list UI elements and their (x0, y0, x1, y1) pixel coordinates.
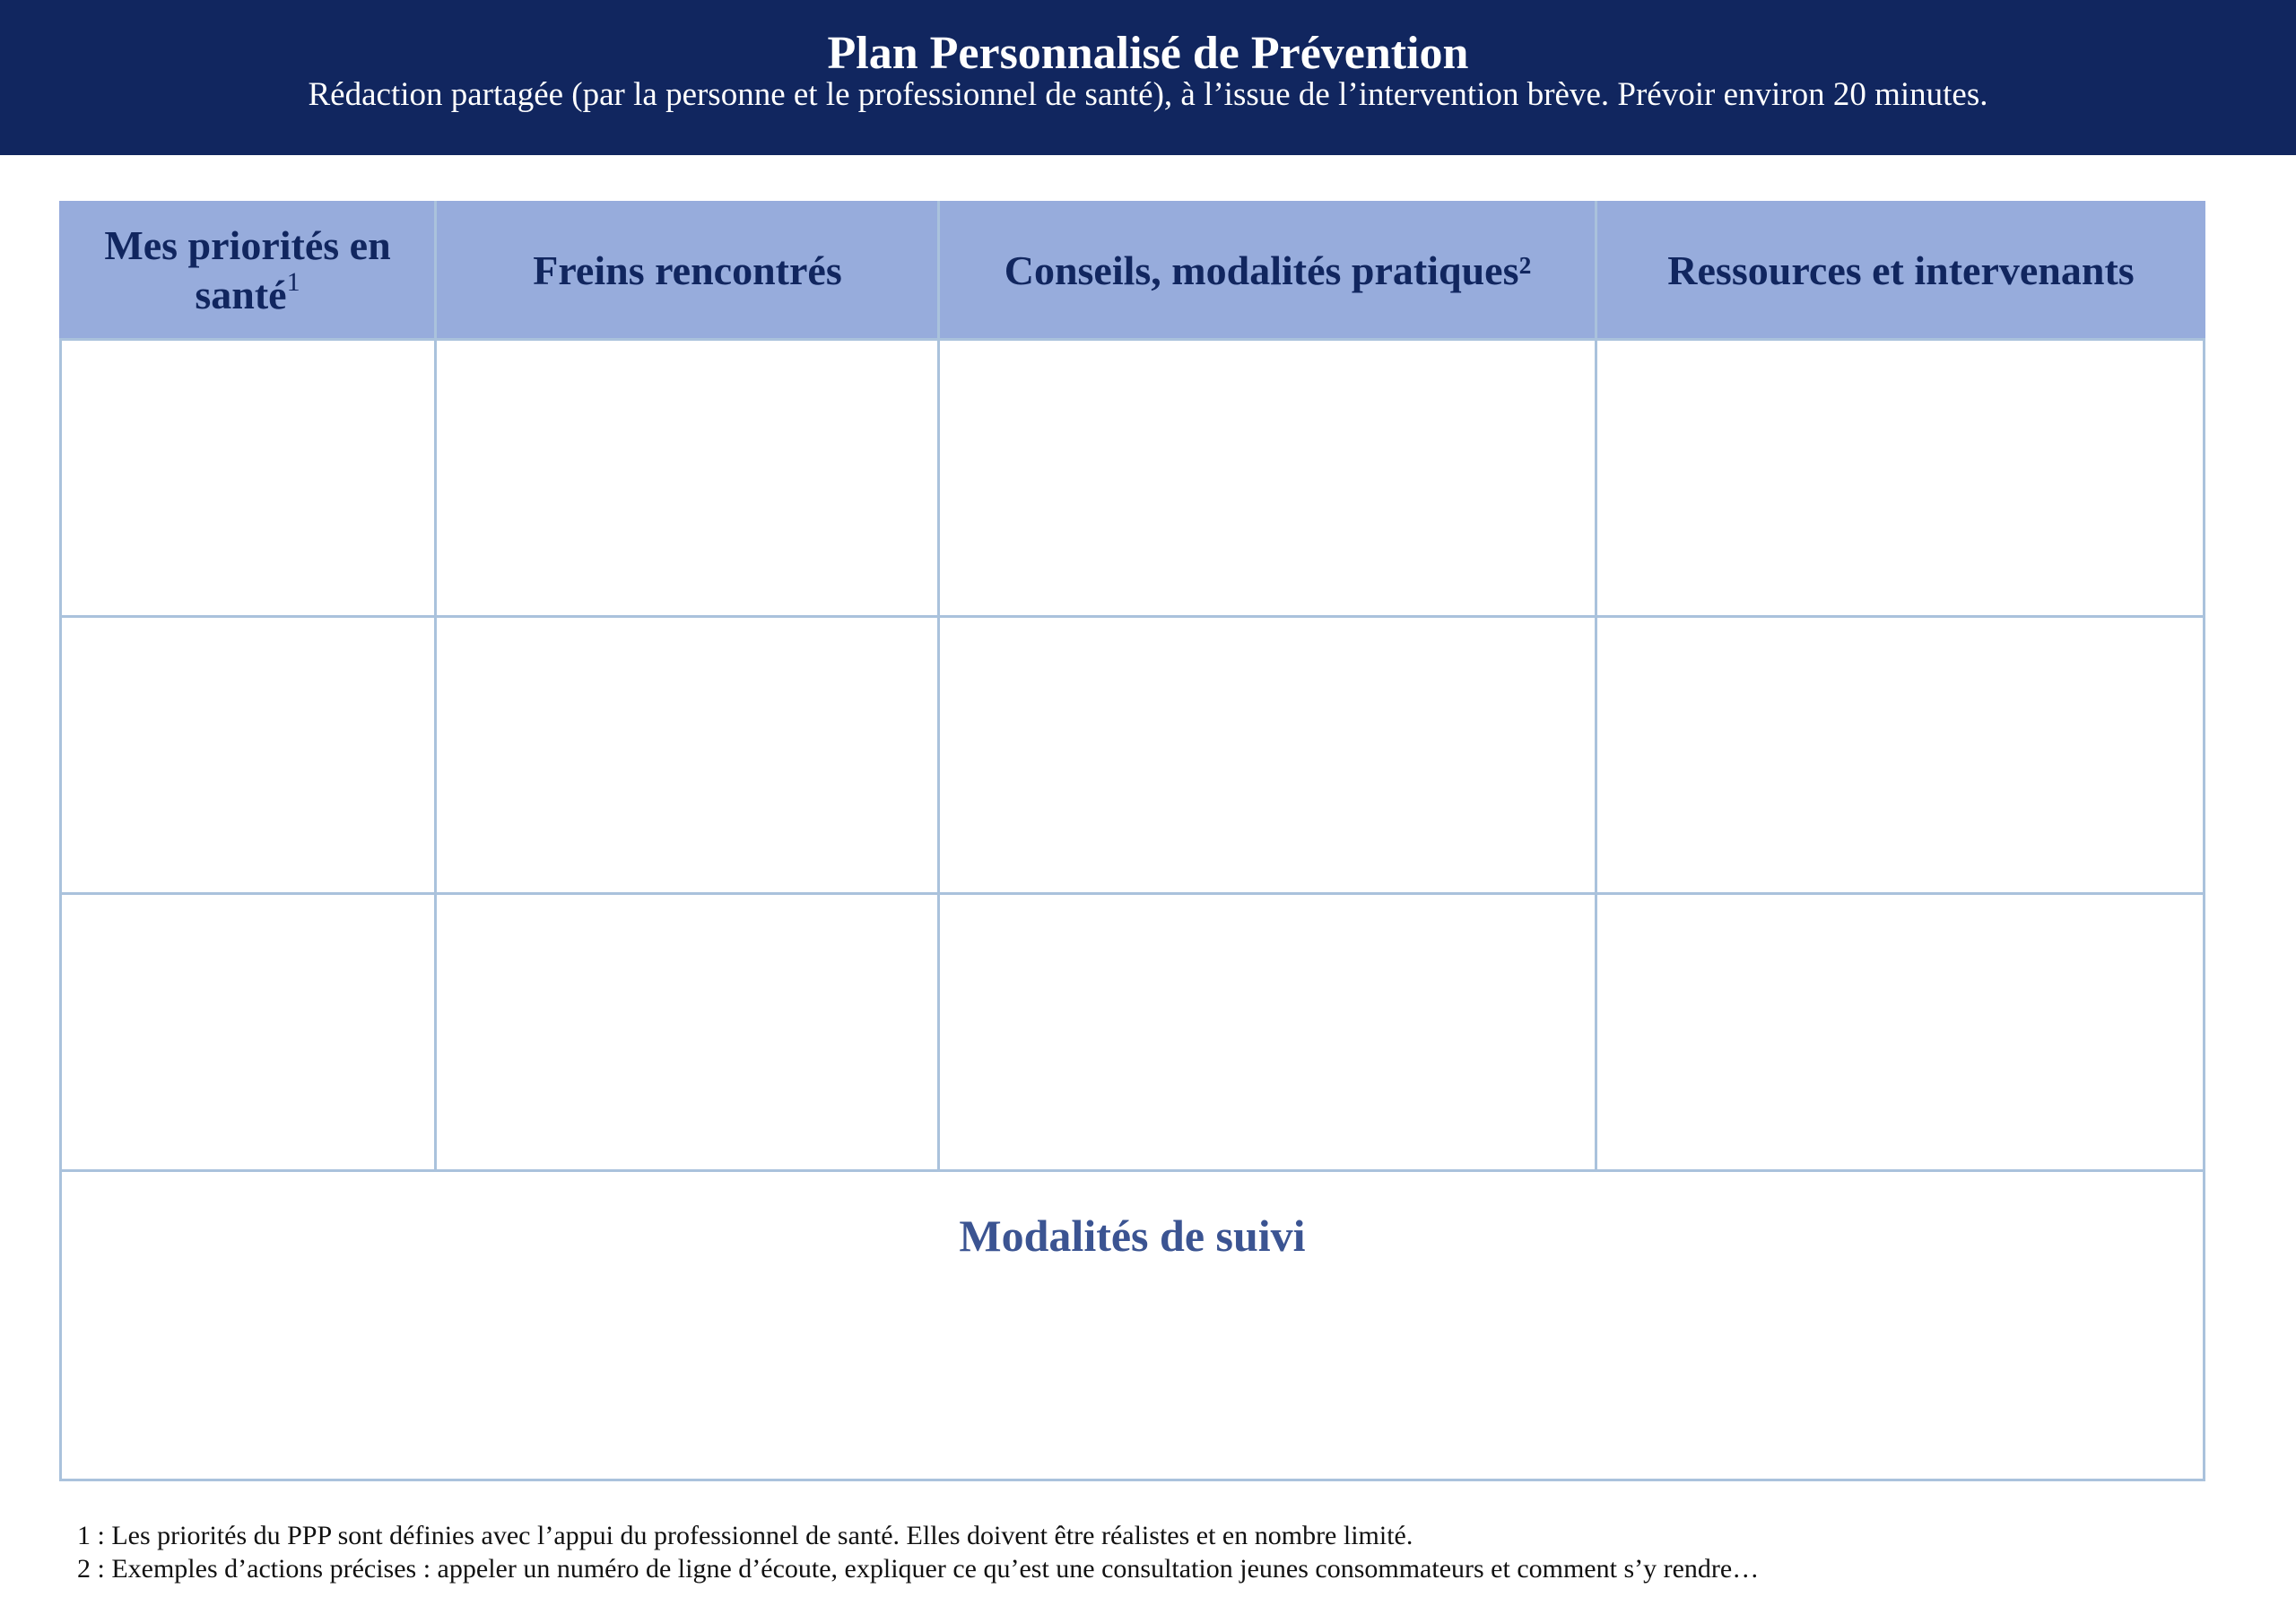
column-header-priorities (59, 201, 436, 339)
priority-cell-row-2[interactable] (62, 618, 434, 892)
footnote-mark: 1 (286, 266, 300, 297)
obstacle-cell-row-2[interactable] (437, 618, 937, 892)
column-header-label: Ressources et intervenants (1667, 247, 2135, 293)
footnotes (77, 1519, 2230, 1585)
followup-title: Modalités de suivi (959, 1211, 1306, 1261)
footnote-2: 2 : Exemples d’actions précises : appeler un numéro de ligne d’écoute, expliquer ce qu’est une consultation jeunes consommateurs et comment s’y rendre… (77, 1554, 1760, 1584)
column-header-label: Freins rencontrés (533, 247, 842, 293)
advice-cell-row-2[interactable] (940, 618, 1595, 892)
resource-cell-row-3[interactable] (1597, 895, 2203, 1169)
followup-section[interactable] (59, 1171, 2205, 1481)
obstacle-cell-row-1[interactable] (437, 341, 937, 615)
resource-cell-row-2[interactable] (1597, 618, 2203, 892)
column-header-label: Conseils, modalités pratiques² (1004, 247, 1532, 293)
prevention-plan-table (59, 201, 2205, 1481)
footnote-1: 1 : Les priorités du PPP sont définies avec l’appui du professionnel de santé. Elles doivent être réalistes et en nombre limité. (77, 1521, 1413, 1550)
column-header-resources (1596, 201, 2205, 339)
obstacle-cell-row-3[interactable] (437, 895, 937, 1169)
resource-cell-row-1[interactable] (1597, 341, 2203, 615)
page-header (0, 0, 2296, 155)
followup-content[interactable] (62, 1279, 2203, 1479)
page-subtitle: Rédaction partagée (par la personne et le professionnel de santé), à l’issue de l’intervention brève. Prévoir environ 20 minutes. (308, 76, 1988, 113)
column-header-advice (939, 201, 1596, 339)
priority-cell-row-3[interactable] (62, 895, 434, 1169)
priority-cell-row-1[interactable] (62, 341, 434, 615)
advice-cell-row-3[interactable] (940, 895, 1595, 1169)
column-header-obstacles (436, 201, 939, 339)
advice-cell-row-1[interactable] (940, 341, 1595, 615)
column-header-label: Mes priorités en santé (104, 222, 391, 317)
page-title: Plan Personnalisé de Prévention (827, 28, 1469, 79)
